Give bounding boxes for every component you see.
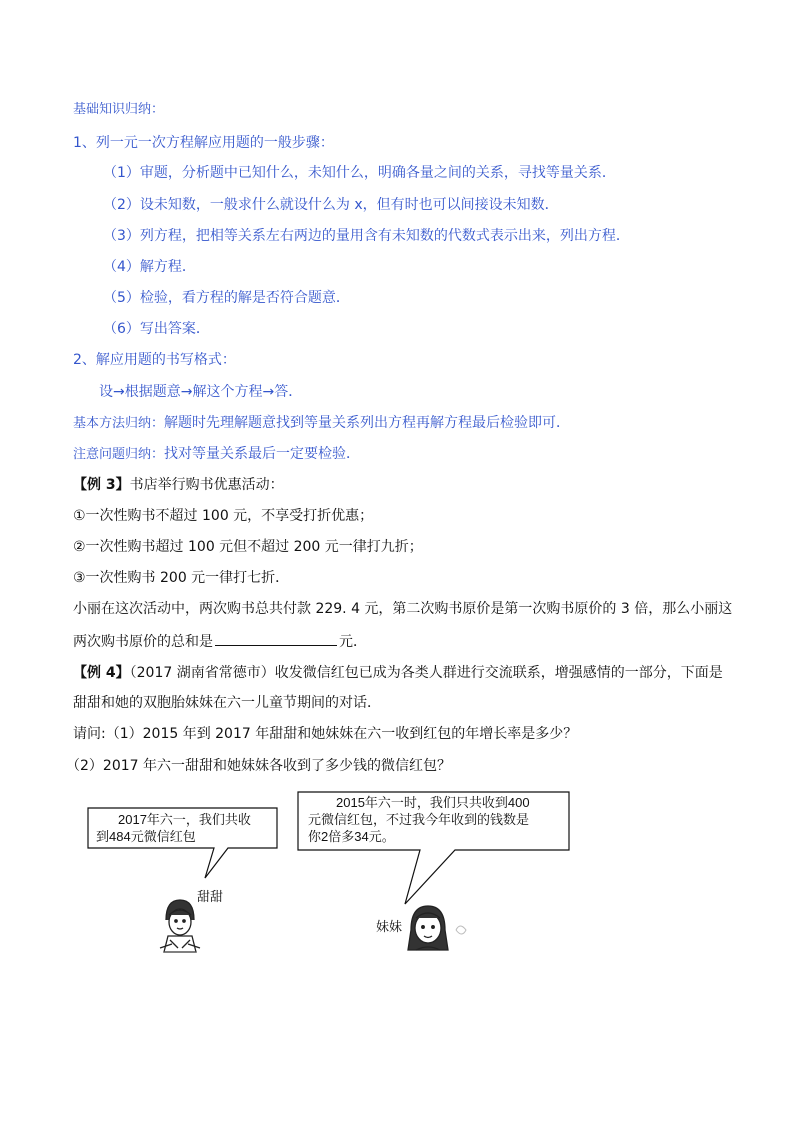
bubble-right-line-2: 元微信红包，不过我今年收到的钱数是 (308, 812, 530, 827)
example3-question-2-pre: 两次购书原价的总和是 (73, 634, 213, 650)
name-meimei: 妹妹 (376, 919, 403, 934)
name-tiantian: 甜甜 (197, 889, 224, 904)
example4-line-2: 甜甜和她的双胞胎妹妹在六一儿童节期间的对话． (73, 695, 381, 711)
steps-title: 1、列一元一次方程解应用题的一般步骤： (73, 135, 334, 151)
bubble-right-line-1: 2015年六一时，我们只共收到400 (336, 795, 530, 810)
girl-meimei-icon (408, 906, 448, 950)
example4-tag: 【例 4】 (73, 665, 130, 681)
method-text: 解题时先理解题意找到等量关系列出方程再解方程最后检验即可． (164, 415, 571, 431)
step-5: （5）检验，看方程的解是否符合题意． (103, 290, 350, 306)
note-label: 注意问题归纳： (73, 447, 165, 462)
example3-rule-1: ①一次性购书不超过 100 元，不享受打折优惠； (73, 508, 374, 524)
step-4: （4）解方程． (103, 259, 196, 275)
girl-tiantian-icon (160, 900, 200, 952)
format-title: 2、解应用题的书写格式： (73, 352, 236, 368)
example3-intro: 书店举行购书优惠活动： (129, 477, 284, 493)
example4-line-1-text: （2017 湖南省常德市）收发微信红包已成为各类人群进行交流联系，增强感情的一部分，下面是 (129, 665, 723, 681)
example3-tag: 【例 3】 (73, 477, 130, 493)
decorative-mark (456, 926, 466, 934)
method-label: 基本方法归纳： (73, 416, 165, 431)
format-body: 设→根据题意→解这个方程→答． (99, 384, 303, 400)
bubble-left-line-1: 2017年六一，我们共收 (118, 812, 251, 827)
step-1: （1）审题，分析题中已知什么，未知什么，明确各量之间的关系，寻找等量关系． (103, 165, 616, 181)
example4-q1: 请问:（1）2015 年到 2017 年甜甜和她妹妹在六一收到红包的年增长率是多少？ (73, 726, 578, 742)
summary-heading: 基础知识归纳： (73, 102, 165, 117)
example3-question-2-post: 元． (339, 634, 367, 650)
note-text: 找对等量关系最后一定要检验． (164, 446, 361, 462)
step-6: （6）写出答案． (103, 321, 210, 337)
step-2: （2）设未知数，一般求什么就设什么为 x，但有时也可以间接设未知数． (103, 197, 559, 213)
example3-question-1: 小丽在这次活动中，两次购书总共付款 229. 4 元，第二次购书原价是第一次购书原价的 3 倍，那么小丽这 (73, 601, 733, 617)
example3-rule-2: ②一次性购书超过 100 元但不超过 200 元一律打九折； (73, 539, 423, 555)
step-3: （3）列方程，把相等关系左右两边的量用含有未知数的代数式表示出来，列出方程． (103, 228, 630, 244)
bubble-left-line-2: 到484元微信红包 (96, 829, 196, 844)
bubble-right-line-3: 你2倍多34元。 (308, 829, 395, 844)
example3-rule-3: ③一次性购书 200 元一律打七折． (73, 570, 290, 586)
example4-q2: （2）2017 年六一甜甜和她妹妹各收到了多少钱的微信红包？ (66, 758, 451, 774)
